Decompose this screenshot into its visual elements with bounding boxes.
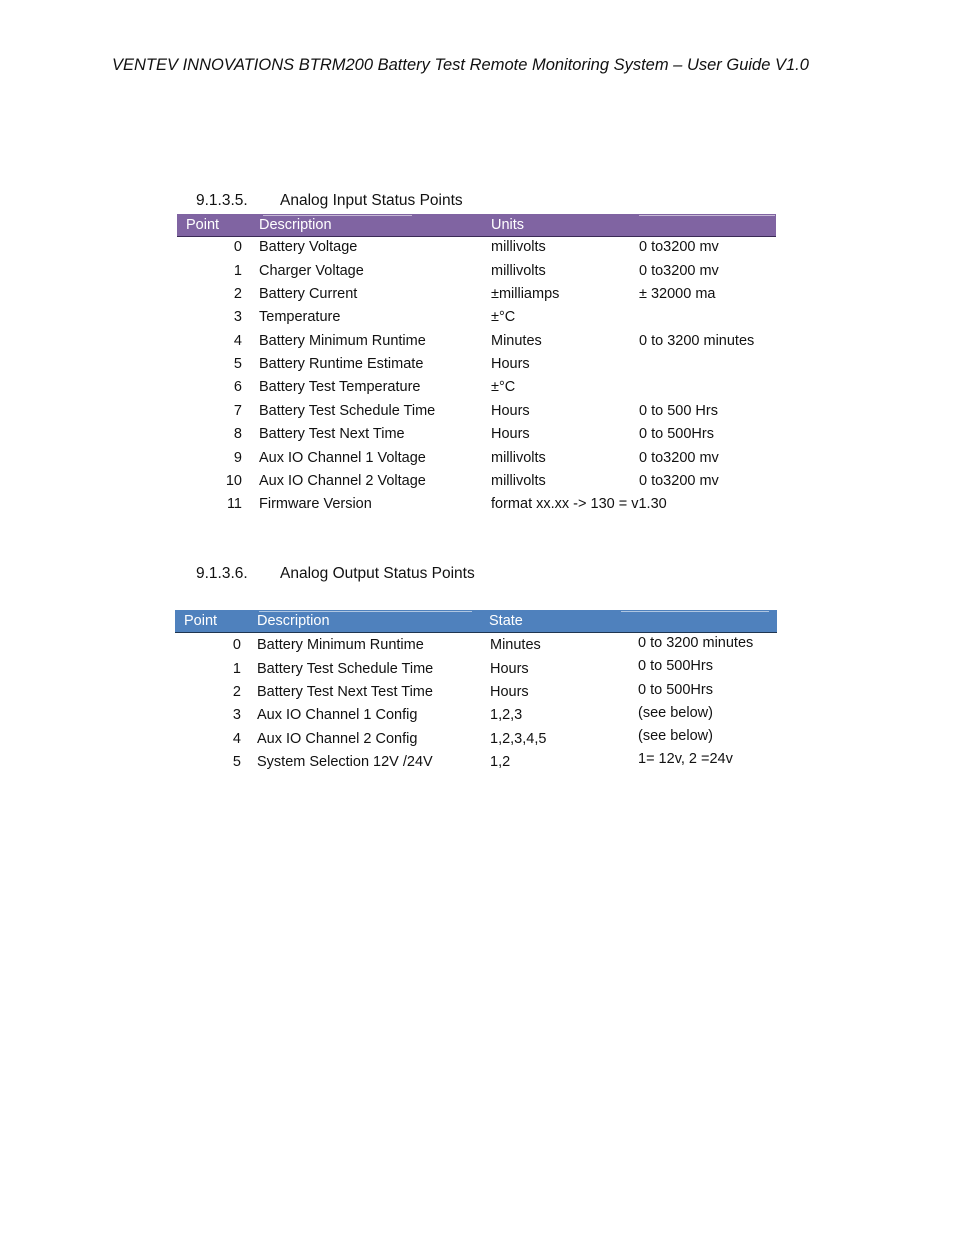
analog-input-table [177, 214, 776, 519]
cell-range: 0 to 500Hrs [639, 426, 714, 442]
cell-range: (see below) [638, 728, 713, 744]
cell-description: Battery Runtime Estimate [259, 356, 424, 372]
cell-state: Minutes [490, 637, 541, 653]
cell-description: Battery Test Schedule Time [257, 661, 434, 677]
column-header-units: Units [491, 217, 525, 233]
cell-units: Minutes [491, 333, 542, 349]
column-header-point: Point [184, 613, 218, 629]
cell-point: 8 [233, 426, 242, 442]
cell-units: millivolts [491, 473, 546, 489]
analog-output-heading [196, 565, 475, 583]
cell-point: 5 [233, 356, 242, 372]
cell-units: ±°C [491, 379, 516, 395]
cell-description: Aux IO Channel 1 Config [257, 707, 418, 723]
table-row [177, 309, 776, 333]
analog-output-table [175, 610, 777, 777]
cell-point: 1 [233, 263, 242, 279]
column-header-description: Description [257, 613, 330, 629]
table-row [177, 333, 776, 356]
cell-units: millivolts [491, 263, 546, 279]
cell-description: System Selection 12V /24V [257, 754, 433, 770]
cell-range: 0 to 500 Hrs [639, 403, 718, 419]
table-row [177, 450, 776, 473]
table-row [177, 473, 776, 496]
cell-range: ± 32000 ma [639, 286, 716, 302]
page-header: VENTEV INNOVATIONS BTRM200 Battery Test Remote Monitoring System – User Guide V1.0 [112, 56, 809, 74]
cell-units: Hours [491, 356, 530, 372]
cell-point: 0 [232, 637, 241, 653]
column-header-state: State [489, 613, 523, 629]
cell-range: 0 to 500Hrs [638, 682, 713, 698]
cell-point: 5 [232, 754, 241, 770]
cell-description: Battery Current [259, 286, 358, 302]
cell-description: Battery Voltage [259, 239, 358, 255]
cell-state: 1,2 [490, 754, 511, 770]
cell-range: (see below) [638, 705, 713, 721]
table-row [177, 426, 776, 450]
cell-description: Battery Test Next Time [259, 426, 405, 442]
cell-units: millivolts [491, 239, 546, 255]
cell-point: 2 [233, 286, 242, 302]
cell-range: 0 to 3200 minutes [639, 333, 755, 349]
table-row [177, 403, 776, 426]
cell-units: format xx.xx -> 130 = v1.30 [491, 496, 667, 512]
cell-point: 9 [233, 450, 242, 466]
cell-description: Battery Minimum Runtime [259, 333, 426, 349]
analog-input-table-header [177, 214, 776, 237]
table-row [177, 379, 776, 403]
cell-point: 6 [233, 379, 242, 395]
cell-point: 3 [232, 707, 241, 723]
table-row [177, 286, 776, 309]
cell-range: 0 to 500Hrs [638, 658, 713, 674]
cell-range: 1= 12v, 2 =24v [638, 751, 733, 767]
cell-point: 4 [232, 731, 241, 747]
table-row [177, 239, 776, 263]
analog-input-table-body [177, 239, 776, 519]
section-title: Analog Output Status Points [280, 565, 475, 582]
cell-description: Firmware Version [259, 496, 372, 512]
cell-description: Battery Test Next Test Time [257, 684, 433, 700]
cell-point: 2 [232, 684, 241, 700]
cell-point: 3 [233, 309, 242, 325]
column-header-point: Point [186, 217, 220, 233]
cell-units: millivolts [491, 450, 546, 466]
cell-state: Hours [490, 661, 529, 677]
cell-description: Battery Test Temperature [259, 379, 421, 395]
cell-point: 0 [233, 239, 242, 255]
cell-range: 0 to3200 mv [639, 450, 719, 466]
cell-state: 1,2,3 [490, 707, 523, 723]
cell-description: Aux IO Channel 2 Voltage [259, 473, 426, 489]
section-title: Analog Input Status Points [280, 192, 463, 209]
cell-state: Hours [490, 684, 529, 700]
cell-units: Hours [491, 403, 530, 419]
cell-range: 0 to 3200 minutes [638, 635, 754, 651]
analog-output-table-body [175, 637, 777, 777]
cell-description: Temperature [259, 309, 341, 325]
cell-units: ±milliamps [491, 286, 560, 302]
cell-description: Charger Voltage [259, 263, 364, 279]
table-row [175, 751, 777, 777]
cell-units: ±°C [491, 309, 516, 325]
cell-description: Battery Test Schedule Time [259, 403, 436, 419]
cell-point: 10 [225, 473, 242, 489]
cell-point: 4 [233, 333, 242, 349]
cell-description: Battery Minimum Runtime [257, 637, 424, 653]
analog-output-table-header [175, 610, 777, 633]
cell-units: Hours [491, 426, 530, 442]
table-row [177, 263, 776, 286]
cell-range: 0 to3200 mv [639, 473, 719, 489]
table-row [177, 496, 776, 519]
table-row [175, 684, 777, 707]
section-number: 9.1.3.6. [196, 565, 248, 582]
cell-point: 11 [226, 496, 242, 512]
table-row [175, 658, 777, 684]
table-row [177, 356, 776, 379]
cell-point: 1 [232, 661, 241, 677]
cell-state: 1,2,3,4,5 [490, 731, 547, 747]
column-header-description: Description [259, 217, 332, 233]
cell-point: 7 [233, 403, 242, 419]
cell-range: 0 to3200 mv [639, 263, 719, 279]
cell-description: Aux IO Channel 1 Voltage [259, 450, 426, 466]
analog-input-heading [196, 192, 463, 210]
cell-range: 0 to3200 mv [639, 239, 719, 255]
cell-description: Aux IO Channel 2 Config [257, 731, 418, 747]
section-number: 9.1.3.5. [196, 192, 248, 209]
